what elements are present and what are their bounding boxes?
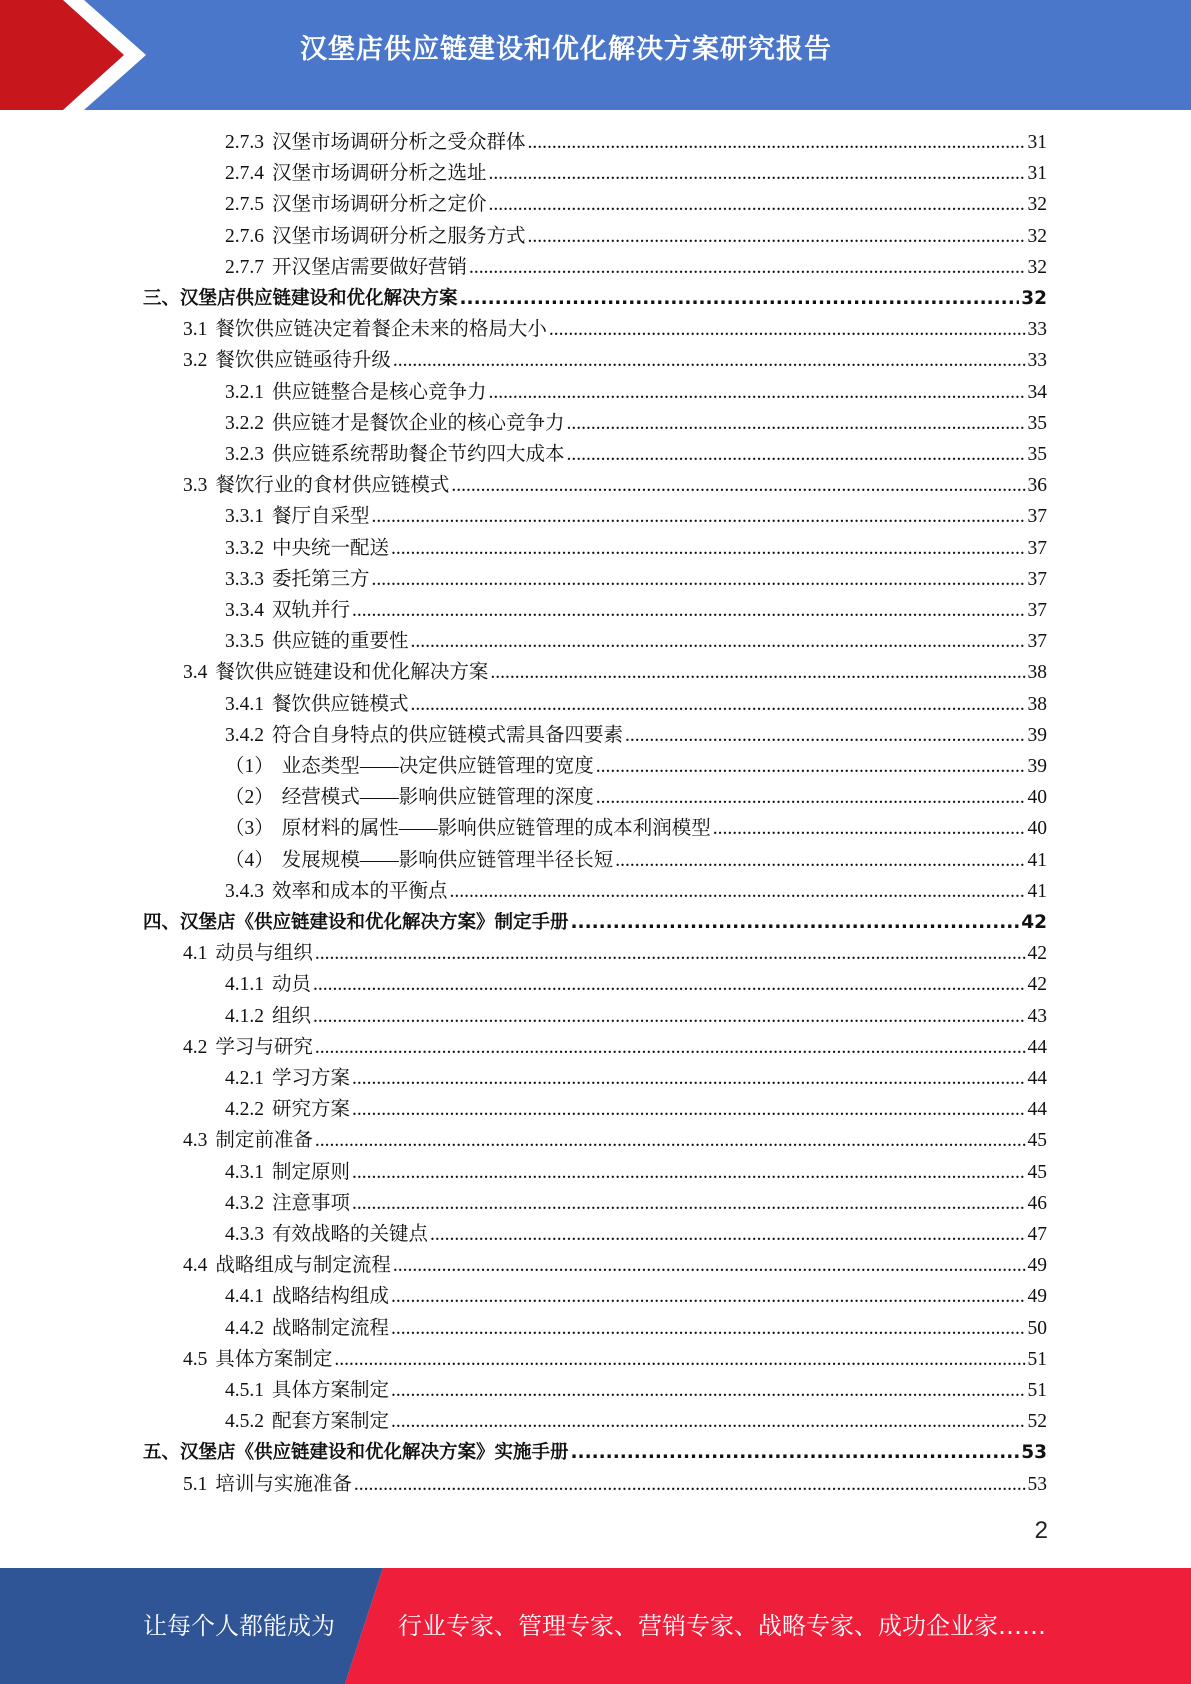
toc-entry-number: 3.4.3 (225, 880, 264, 902)
toc-entry[interactable] (183, 1125, 1047, 1156)
toc-entry-number: 4.3 (183, 1130, 208, 1152)
toc-entry-title: 符合自身特点的供应链模式需具备四要素 (272, 724, 624, 746)
toc-entry-label (225, 1094, 350, 1125)
toc-entry[interactable] (225, 1313, 1047, 1344)
toc-entry-page: 46 (1027, 1192, 1047, 1214)
toc-entry-label (225, 751, 594, 782)
toc-entry-page: 42 (1027, 974, 1047, 996)
toc-entry[interactable] (225, 845, 1047, 876)
toc-entry-title: 培训与实施准备 (215, 1473, 352, 1495)
toc-entry-page: 49 (1027, 1286, 1047, 1308)
toc-entry-title: 战略制定流程 (272, 1317, 390, 1339)
toc-entry[interactable] (225, 158, 1047, 189)
toc-entry-page: 40 (1027, 818, 1047, 840)
toc-entry-page: 51 (1027, 1380, 1047, 1401)
toc-entry[interactable] (225, 1219, 1047, 1250)
toc-entry-title: 学习方案 (272, 1068, 351, 1089)
toc-entry-title: 餐饮行业的食材供应链模式 (215, 475, 450, 497)
toc-entry-title: 具体方案制定 (272, 1380, 390, 1401)
toc-entry-title: 汉堡市场调研分析之选址 (272, 163, 487, 185)
toc-entry-number: 3.2.1 (225, 381, 264, 403)
toc-entry-title: 具体方案制定 (215, 1348, 333, 1370)
toc-entry-number: 2.7.4 (225, 163, 264, 185)
toc-dot-leader (352, 1063, 1025, 1094)
toc-entry[interactable] (225, 626, 1047, 657)
toc-entry-number: （1） (225, 756, 274, 777)
toc-entry[interactable] (225, 1281, 1047, 1312)
toc-entry[interactable] (183, 657, 1047, 688)
page-header-title: 汉堡店供应链建设和优化解决方案研究报告 (300, 34, 832, 65)
toc-dot-leader (567, 439, 1026, 470)
toc-dot-leader (391, 533, 1025, 564)
toc-entry-label (183, 1032, 313, 1063)
toc-entry-number: 三、 (143, 288, 181, 309)
toc-entry-number: 3.3.3 (225, 568, 264, 590)
toc-entry-number: 4.4 (183, 1255, 208, 1277)
toc-entry-label (225, 595, 350, 626)
toc-entry-label (225, 1219, 428, 1250)
toc-entry[interactable] (225, 1063, 1047, 1094)
toc-entry-title: 餐饮供应链亟待升级 (215, 350, 391, 372)
toc-dot-leader (372, 501, 1026, 532)
toc-entry-label (143, 907, 569, 938)
toc-entry-page: 52 (1027, 1411, 1047, 1433)
toc-entry-page: 36 (1027, 475, 1047, 497)
toc-entry-number: 4.2 (183, 1036, 208, 1058)
toc-dot-leader (315, 1125, 1026, 1156)
toc-dot-leader (489, 158, 1026, 189)
toc-entry-title: 注意事项 (272, 1192, 351, 1214)
toc-entry-page: 49 (1027, 1255, 1047, 1277)
toc-entry-label (183, 657, 488, 688)
toc-entry-title: 双轨并行 (272, 600, 351, 621)
toc-entry-label (225, 813, 711, 844)
toc-entry-page: 51 (1027, 1348, 1047, 1370)
toc-entry[interactable] (225, 782, 1047, 813)
toc-entry-label (225, 501, 370, 532)
toc-entry[interactable] (183, 314, 1047, 345)
toc-entry-page: 42 (1027, 943, 1047, 965)
toc-entry-number: 3.2.2 (225, 412, 264, 434)
toc-entry-number: 4.3.2 (225, 1192, 264, 1214)
toc-entry-title: 动员与组织 (215, 943, 313, 965)
toc-entry-title: 开汉堡店需要做好营销 (272, 256, 468, 278)
toc-entry-label (183, 1469, 352, 1500)
toc-entry-page: 40 (1027, 787, 1047, 809)
toc-entry-number: 2.7.6 (225, 225, 264, 247)
toc-entry-page: 31 (1027, 163, 1047, 185)
toc-entry-number: 4.1 (183, 943, 208, 965)
toc-entry[interactable] (225, 689, 1047, 720)
toc-entry[interactable] (225, 1406, 1047, 1437)
toc-dot-leader (451, 470, 1025, 501)
toc-entry-page: 37 (1027, 568, 1047, 590)
toc-entry-page: 37 (1027, 506, 1047, 528)
toc-entry-title: 制定原则 (272, 1161, 351, 1183)
toc-entry-title: 学习与研究 (215, 1036, 313, 1058)
toc-entry-page: 41 (1027, 849, 1047, 871)
toc-entry-page: 47 (1027, 1224, 1047, 1245)
toc-entry-label (225, 408, 565, 439)
toc-entry-title: 战略组成与制定流程 (215, 1255, 391, 1277)
toc-entry-page: 41 (1027, 880, 1047, 902)
toc-dot-leader (489, 377, 1026, 408)
toc-entry-label (225, 1313, 389, 1344)
toc-entry-label (225, 221, 526, 252)
toc-entry-label (225, 1001, 311, 1032)
toc-entry-number: 4.3.3 (225, 1224, 264, 1245)
toc-entry-label (225, 782, 594, 813)
toc-entry-title: 制定前准备 (215, 1130, 313, 1152)
toc-entry-number: 3.3.1 (225, 506, 264, 528)
toc-entry-number: 3.3.2 (225, 537, 264, 559)
toc-entry-number: 4.1.1 (225, 974, 264, 996)
toc-dot-leader (393, 345, 1026, 376)
toc-entry-title: 供应链的重要性 (272, 631, 409, 653)
toc-entry-number: （3） (225, 818, 274, 840)
toc-entry[interactable] (225, 751, 1047, 782)
toc-entry[interactable] (225, 1188, 1047, 1219)
toc-entry[interactable] (225, 876, 1047, 907)
toc-entry-label (225, 626, 409, 657)
toc-entry-number: 3.2.3 (225, 444, 264, 465)
toc-entry-title: 战略结构组成 (272, 1286, 390, 1308)
toc-dot-leader (549, 314, 1026, 345)
toc-entry[interactable] (225, 813, 1047, 844)
toc-entry-title: 原材料的属性——影响供应链管理的成本利润模型 (281, 818, 711, 840)
toc-dot-leader (571, 907, 1020, 938)
toc-dot-leader (391, 1406, 1025, 1437)
toc-entry-label (143, 1437, 569, 1468)
toc-entry-page: 33 (1027, 319, 1047, 341)
toc-entry-number: 五、 (143, 1442, 181, 1464)
toc-entry-page: 39 (1027, 756, 1047, 777)
toc-entry-title: 效率和成本的平衡点 (272, 880, 448, 902)
toc-dot-leader (596, 751, 1026, 782)
toc-entry[interactable] (225, 564, 1047, 595)
toc-entry-title: 汉堡店供应链建设和优化解决方案 (180, 288, 458, 309)
toc-entry-number: 4.2.2 (225, 1099, 264, 1121)
toc-entry-title: 中央统一配送 (272, 537, 390, 559)
toc-dot-leader (372, 564, 1026, 595)
toc-entry-number: 2.7.5 (225, 194, 264, 216)
toc-entry-page: 33 (1027, 350, 1047, 372)
toc-entry-number: 4.3.1 (225, 1161, 264, 1183)
footer-slogan-left: 让每个人都能成为 (143, 1612, 335, 1640)
footer-slogan-right: 行业专家、管理专家、营销专家、战略专家、成功企业家…… (398, 1612, 1046, 1640)
toc-entry-label (143, 283, 458, 314)
page-header (0, 0, 1191, 110)
toc-entry-label (225, 1157, 350, 1188)
toc-entry[interactable] (225, 720, 1047, 751)
toc-entry[interactable] (225, 1001, 1047, 1032)
toc-entry-page: 32 (1021, 288, 1047, 309)
toc-entry[interactable] (183, 345, 1047, 376)
toc-entry-page: 53 (1027, 1473, 1047, 1495)
toc-entry-number: 3.4.2 (225, 724, 264, 746)
toc-entry-label (225, 1281, 389, 1312)
toc-entry-page: 42 (1021, 912, 1047, 933)
toc-entry[interactable] (183, 470, 1047, 501)
toc-entry-page: 38 (1027, 693, 1047, 715)
toc-entry-number: 3.3.4 (225, 600, 264, 621)
toc-entry-number: 4.1.2 (225, 1005, 264, 1027)
toc-entry-page: 35 (1027, 444, 1047, 465)
toc-entry-label (183, 1250, 391, 1281)
toc-dot-leader (411, 626, 1026, 657)
toc-entry-number: 2.7.3 (225, 132, 264, 153)
toc-entry-label (183, 1125, 313, 1156)
toc-entry-label (225, 439, 565, 470)
toc-dot-leader (352, 595, 1025, 626)
toc-entry-label (225, 564, 370, 595)
toc-entry[interactable] (225, 408, 1047, 439)
toc-entry[interactable] (225, 1375, 1047, 1406)
toc-entry-title: 汉堡店《供应链建设和优化解决方案》制定手册 (180, 912, 569, 933)
toc-dot-leader (489, 189, 1026, 220)
toc-entry-page: 35 (1027, 412, 1047, 434)
toc-entry-number: （4） (225, 849, 274, 871)
toc-entry-page: 37 (1027, 631, 1047, 653)
toc-dot-leader (352, 1188, 1025, 1219)
toc-entry-number: （2） (225, 787, 274, 809)
toc-dot-leader (571, 1437, 1020, 1468)
toc-entry[interactable] (183, 1344, 1047, 1375)
toc-entry-title: 组织 (272, 1005, 312, 1027)
toc-entry-title: 动员 (272, 974, 312, 996)
toc-entry-label (225, 969, 311, 1000)
toc-entry-page: 37 (1027, 600, 1047, 621)
toc-entry-title: 供应链才是餐饮企业的核心竞争力 (272, 412, 565, 434)
toc-entry-number: 5.1 (183, 1473, 208, 1495)
toc-entry-title: 汉堡市场调研分析之受众群体 (272, 132, 526, 153)
toc-entry-label (225, 533, 389, 564)
toc-entry-number: 4.2.1 (225, 1068, 264, 1089)
toc-entry-label (225, 876, 448, 907)
toc-dot-leader (615, 845, 1025, 876)
toc-entry[interactable] (225, 533, 1047, 564)
toc-entry-page: 45 (1027, 1161, 1047, 1183)
toc-entry-number: 4.5.2 (225, 1411, 264, 1433)
toc-entry-page: 44 (1027, 1068, 1047, 1089)
page-footer (0, 1568, 1191, 1684)
toc-entry[interactable] (225, 439, 1047, 470)
toc-entry[interactable] (183, 1250, 1047, 1281)
toc-entry-title: 供应链整合是核心竞争力 (272, 381, 487, 403)
toc-entry-label (225, 1063, 350, 1094)
toc-dot-leader (567, 408, 1026, 439)
toc-entry-page: 38 (1027, 662, 1047, 684)
toc-entry-number: 4.4.1 (225, 1286, 264, 1308)
toc-entry-page: 44 (1027, 1036, 1047, 1058)
toc-entry-label (225, 189, 487, 220)
toc-dot-leader (315, 1032, 1026, 1063)
toc-entry-page: 43 (1027, 1005, 1047, 1027)
toc-entry-label (225, 1375, 389, 1406)
toc-dot-leader (469, 252, 1025, 283)
toc-entry-title: 汉堡店《供应链建设和优化解决方案》实施手册 (180, 1442, 569, 1464)
toc-entry-label (183, 938, 313, 969)
toc-dot-leader (430, 1219, 1025, 1250)
toc-entry-page: 50 (1027, 1317, 1047, 1339)
toc-entry-title: 研究方案 (272, 1099, 351, 1121)
toc-entry-title: 餐饮供应链建设和优化解决方案 (215, 662, 489, 684)
toc-entry[interactable] (183, 1469, 1047, 1500)
toc-entry-title: 餐厅自采型 (272, 506, 370, 528)
toc-entry-label (183, 470, 449, 501)
toc-entry-title: 经营模式——影响供应链管理的深度 (281, 787, 594, 809)
toc-entry-label (183, 345, 391, 376)
toc-entry-number: 3.3.5 (225, 631, 264, 653)
toc-entry[interactable] (225, 1157, 1047, 1188)
toc-entry[interactable] (143, 283, 1047, 314)
toc-entry-page: 32 (1027, 225, 1047, 247)
toc-entry[interactable] (225, 501, 1047, 532)
toc-entry-number: 3.4 (183, 662, 208, 684)
toc-entry-label (225, 252, 467, 283)
toc-entry-page: 44 (1027, 1099, 1047, 1121)
toc-entry-title: 业态类型——决定供应链管理的宽度 (281, 756, 594, 777)
page-number: 2 (1034, 1517, 1048, 1544)
toc-entry[interactable] (225, 969, 1047, 1000)
toc-entry-number: 4.5 (183, 1348, 208, 1370)
toc-dot-leader (352, 1094, 1025, 1125)
toc-entry-label (225, 689, 409, 720)
toc-entry-title: 餐饮供应链决定着餐企未来的格局大小 (215, 319, 547, 341)
toc-entry-title: 汉堡市场调研分析之服务方式 (272, 225, 526, 247)
toc-entry-page: 34 (1027, 381, 1047, 403)
toc-entry-page: 53 (1021, 1442, 1047, 1464)
toc-dot-leader (625, 720, 1025, 751)
toc-entry-title: 餐饮供应链模式 (272, 693, 409, 715)
toc-entry-number: 3.1 (183, 319, 208, 341)
toc-dot-leader (391, 1375, 1025, 1406)
toc-entry-label (225, 720, 623, 751)
toc-entry-label (183, 314, 547, 345)
toc-entry-title: 汉堡市场调研分析之定价 (272, 194, 487, 216)
toc-entry-label (225, 158, 487, 189)
toc-entry[interactable] (225, 595, 1047, 626)
toc-entry-number: 4.4.2 (225, 1317, 264, 1339)
toc-entry[interactable] (225, 127, 1047, 158)
toc-entry-page: 31 (1027, 132, 1047, 153)
toc-entry-label (183, 1344, 332, 1375)
toc-dot-leader (490, 657, 1025, 688)
toc-dot-leader (391, 1313, 1025, 1344)
toc-entry[interactable] (143, 907, 1047, 938)
toc-entry[interactable] (225, 189, 1047, 220)
toc-entry[interactable] (183, 1032, 1047, 1063)
toc-entry[interactable] (183, 938, 1047, 969)
toc-entry-label (225, 127, 526, 158)
toc-entry-number: 3.4.1 (225, 693, 264, 715)
toc-dot-leader (450, 876, 1026, 907)
toc-dot-leader (334, 1344, 1025, 1375)
toc-dot-leader (393, 1250, 1026, 1281)
toc-entry-label (225, 377, 487, 408)
toc-entry-number: 4.5.1 (225, 1380, 264, 1401)
toc-entry-number: 3.3 (183, 475, 208, 497)
toc-entry-page: 32 (1027, 194, 1047, 216)
toc-entry[interactable] (225, 252, 1047, 283)
toc-dot-leader (352, 1157, 1025, 1188)
toc-dot-leader (460, 283, 1020, 314)
toc-entry-title: 发展规模——影响供应链管理半径长短 (281, 849, 614, 871)
toc-entry[interactable] (225, 377, 1047, 408)
toc-dot-leader (313, 1001, 1025, 1032)
toc-entry-number: 四、 (143, 912, 181, 933)
toc-entry-title: 配套方案制定 (272, 1411, 390, 1433)
toc-entry-title: 委托第三方 (272, 568, 370, 590)
toc-entry-page: 39 (1027, 724, 1047, 746)
toc-entry-page: 45 (1027, 1130, 1047, 1152)
toc-dot-leader (596, 782, 1026, 813)
toc-dot-leader (713, 813, 1026, 844)
toc-entry-number: 2.7.7 (225, 256, 264, 278)
toc-dot-leader (411, 689, 1026, 720)
toc-entry[interactable] (225, 1094, 1047, 1125)
toc-dot-leader (528, 221, 1026, 252)
toc-entry-page: 32 (1027, 256, 1047, 278)
toc-entry-page: 37 (1027, 537, 1047, 559)
toc-entry[interactable] (143, 1437, 1047, 1468)
toc-entry[interactable] (225, 221, 1047, 252)
toc-dot-leader (313, 969, 1025, 1000)
header-chevron-decoration (0, 0, 160, 110)
toc-entry-title: 有效战略的关键点 (272, 1224, 429, 1245)
toc-dot-leader (528, 127, 1026, 158)
toc-dot-leader (315, 938, 1026, 969)
toc-entry-title: 供应链系统帮助餐企节约四大成本 (272, 444, 565, 465)
toc-entry-label (225, 845, 613, 876)
toc-dot-leader (354, 1469, 1026, 1500)
toc-entry-number: 3.2 (183, 350, 208, 372)
toc-entry-label (225, 1188, 350, 1219)
toc-entry-label (225, 1406, 389, 1437)
toc-dot-leader (391, 1281, 1025, 1312)
